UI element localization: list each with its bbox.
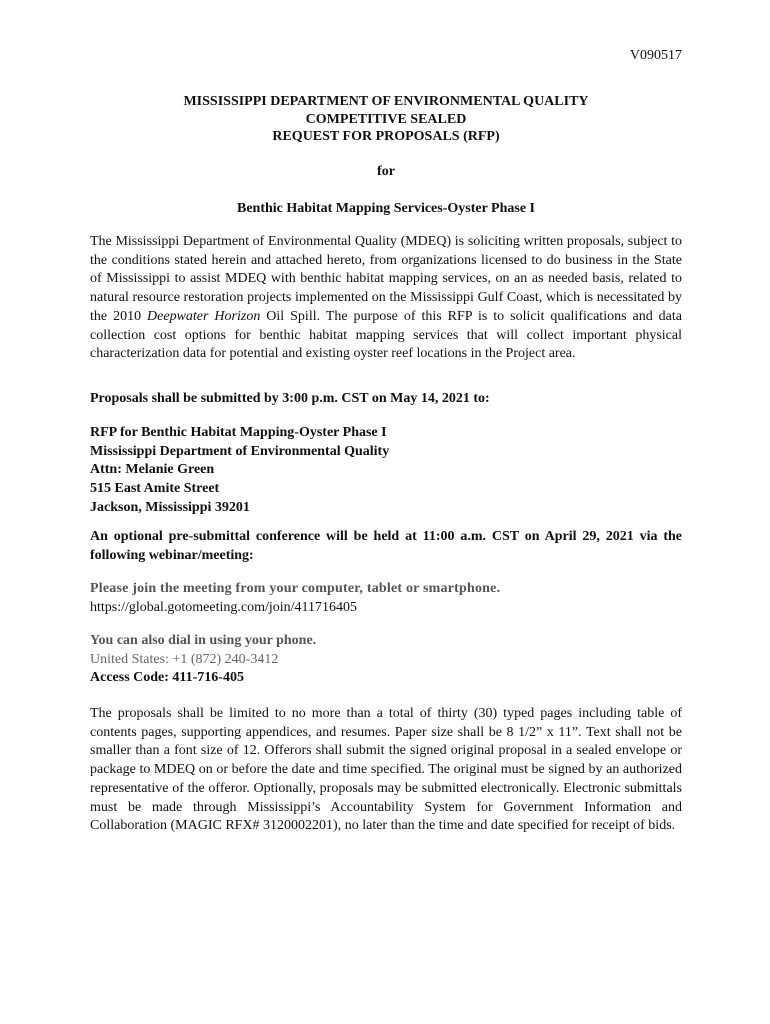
project-title: Benthic Habitat Mapping Services-Oyster Phase I bbox=[236, 201, 535, 216]
for-line: for bbox=[377, 164, 395, 179]
join-heading: Please join the meeting from your computer, tablet or smartphone. bbox=[90, 581, 501, 596]
title-line-rfp: REQUEST FOR PROPOSALS (RFP) bbox=[272, 129, 500, 144]
address-line-attn: Attn: Melanie Green bbox=[90, 462, 215, 478]
dial-access-code: Access Code: 411-716-405 bbox=[90, 670, 244, 686]
dial-phone-number: United States: +1 (872) 240-3412 bbox=[90, 651, 279, 667]
intro-text-start: The Mississippi Department of Environmental Quality (MDEQ) is soliciting written proposals, subject to the conditions stated herein and attached hereto, from organizations licensed to do business in the State of Mississippi to assist MDEQ with benthic habitat mapping services, on an as needed basis, related to natural resource restoration projects implemented on the Mississippi Gulf Coast, which is necessitated by the 2010 bbox=[90, 234, 682, 324]
address-line-street: 515 East Amite Street bbox=[90, 481, 220, 497]
dial-in-block bbox=[90, 632, 682, 688]
title-line-agency: MISSISSIPPI DEPARTMENT OF ENVIRONMENTAL QUALITY bbox=[183, 94, 589, 109]
deadline-statement: Proposals shall be submitted by 3:00 p.m. CST on May 14, 2021 to: bbox=[90, 391, 490, 406]
intro-paragraph bbox=[90, 233, 682, 364]
meeting-link[interactable]: https://global.gotomeeting.com/join/411716405 bbox=[90, 599, 358, 615]
version-code: V090517 bbox=[629, 48, 682, 63]
document-title bbox=[90, 93, 682, 146]
conference-statement: An optional pre-submittal conference will be held at 11:00 a.m. CST on April 29, 2021 via the following webinar/meeting: bbox=[90, 529, 682, 563]
dial-heading: You can also dial in using your phone. bbox=[90, 633, 317, 648]
intro-text-emphasis: Deepwater Horizon bbox=[147, 308, 261, 324]
address-line-rfp: RFP for Benthic Habitat Mapping-Oyster Phase I bbox=[90, 425, 387, 440]
mailing-address bbox=[90, 424, 682, 518]
address-line-agency: Mississippi Department of Environmental Quality bbox=[90, 443, 390, 459]
meeting-join-block bbox=[90, 580, 682, 617]
address-line-city: Jackson, Mississippi 39201 bbox=[90, 499, 250, 515]
proposal-limits-paragraph: The proposals shall be limited to no more than a total of thirty (30) typed pages including table of contents pages, supporting appendices, and resumes. Paper size shall be 8 1/2” x 11”. Text shall not be smaller than a font size of 12. Offerors shall submit the signed original proposal in a sealed envelope or package to MDEQ on or before the date and time specified. The original must be signed by an authorized representative of the offeror. Optionally, proposals may be submitted electronically. Electronic submittals must be made through Mississippi’s Accountability System for Government Information and Collaboration (MAGIC RFX# 3120002201), no later than the time and date specified for receipt of bids. bbox=[90, 706, 682, 834]
intro-text-end: Oil Spill. The purpose of this RFP is to solicit qualifications and data collection cost options for benthic habitat mapping services that will collect important physical characterization data for potential and existing oyster reef locations in the Project area. bbox=[90, 308, 682, 362]
title-line-type: COMPETITIVE SEALED bbox=[305, 111, 467, 127]
document-page bbox=[90, 0, 682, 1024]
